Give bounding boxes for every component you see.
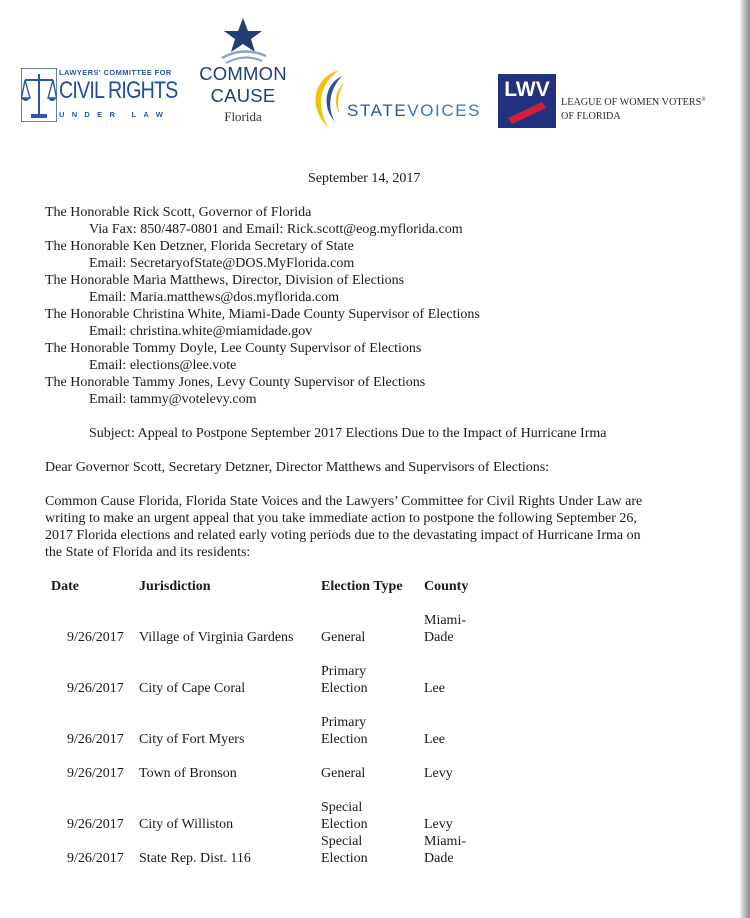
cell-county: Levy xyxy=(424,817,453,832)
body-line: 2017 Florida elections and related early voting periods due to the devastating impact of Hurricane Irma on xyxy=(45,528,641,543)
cell-county: Lee xyxy=(424,681,445,696)
cell-date: 9/26/2017 xyxy=(67,851,124,866)
lc-logo-line1: LAWYERS' COMMITTEE FOR xyxy=(59,68,172,77)
header-logos xyxy=(0,0,750,140)
cell-jurisdiction: State Rep. Dist. 116 xyxy=(139,851,251,866)
recipient-contact: Email: Maria.matthews@dos.myflorida.com xyxy=(89,290,340,305)
table-header-jurisdiction: Jurisdiction xyxy=(139,579,211,594)
recipient-contact: Email: christina.white@miamidade.gov xyxy=(89,324,313,339)
cell-election-type: Election xyxy=(321,732,368,747)
state-voices-wordmark xyxy=(347,101,481,121)
recipient-contact: Email: SecretaryofState@DOS.MyFlorida.com xyxy=(89,256,355,271)
cell-election-type: General xyxy=(321,766,366,781)
cell-election-type: Special xyxy=(321,800,363,815)
lwv-registered-mark: ® xyxy=(701,97,706,103)
cell-election-type: Primary xyxy=(321,664,367,679)
cell-date: 9/26/2017 xyxy=(67,630,124,645)
letter-salutation: Dear Governor Scott, Secretary Detzner, Director Matthews and Supervisors of Elections: xyxy=(45,460,550,475)
cell-county: Miami- xyxy=(424,613,466,628)
lc-logo-line2: CIVIL RIGHTS xyxy=(59,77,178,104)
cell-election-type: Special xyxy=(321,834,363,849)
recipient-contact: Email: elections@lee.vote xyxy=(89,358,237,373)
cell-election-type: Primary xyxy=(321,715,367,730)
recipient-name: The Honorable Ken Detzner, Florida Secretary of State xyxy=(45,239,354,254)
cell-election-type: Election xyxy=(321,681,368,696)
cc-logo-line3: Florida xyxy=(224,109,262,124)
cell-jurisdiction: City of Williston xyxy=(139,817,234,832)
lwv-logo-line2: OF FLORIDA xyxy=(561,111,621,122)
cc-logo-line1: COMMON xyxy=(199,63,287,84)
recipient-name: The Honorable Tommy Doyle, Lee County Supervisor of Elections xyxy=(45,341,422,356)
table-header-date: Date xyxy=(51,579,79,594)
cell-date: 9/26/2017 xyxy=(67,817,124,832)
lwv-mark-text: LWV xyxy=(504,78,550,101)
recipient-name: The Honorable Maria Matthews, Director, Division of Elections xyxy=(45,273,405,288)
letter-subject: Subject: Appeal to Postpone September 2017 Elections Due to the Impact of Hurricane Irma xyxy=(89,426,607,441)
cell-county: Miami- xyxy=(424,834,466,849)
cell-county: Levy xyxy=(424,766,453,781)
state-voices-logo xyxy=(309,68,491,130)
common-cause-logo xyxy=(194,18,294,130)
table-header-county: County xyxy=(424,579,469,594)
cell-date: 9/26/2017 xyxy=(67,766,124,781)
cell-county: Dade xyxy=(424,630,454,645)
cell-date: 9/26/2017 xyxy=(67,732,124,747)
lawyers-committee-logo xyxy=(21,68,181,124)
cell-election-type: Election xyxy=(321,817,368,832)
cell-jurisdiction: Town of Bronson xyxy=(139,766,237,781)
table-header-election-type: Election Type xyxy=(321,579,403,594)
league-of-women-voters-logo xyxy=(498,74,733,134)
lwv-name-text: LEAGUE OF WOMEN VOTERS xyxy=(561,97,702,108)
cell-election-type: General xyxy=(321,630,366,645)
lwv-mark-icon xyxy=(498,74,556,128)
body-line: the State of Florida and its residents: xyxy=(45,545,251,560)
sv-wordmark-voices: VOICES xyxy=(407,101,482,120)
lwv-logo-line1 xyxy=(561,97,706,108)
recipient-contact: Email: tammy@votelevy.com xyxy=(89,392,257,407)
swoosh-icon xyxy=(309,68,347,130)
body-line: writing to make an urgent appeal that you take immediate action to postpone the following September 26, xyxy=(45,511,637,526)
cell-jurisdiction: Village of Virginia Gardens xyxy=(139,630,294,645)
recipient-contact: Via Fax: 850/487-0801 and Email: Rick.scott@eog.myflorida.com xyxy=(89,222,463,237)
cell-jurisdiction: City of Fort Myers xyxy=(139,732,245,747)
cell-election-type: Election xyxy=(321,851,368,866)
scales-of-justice-icon xyxy=(21,68,57,122)
lc-logo-line3: UNDER LAW xyxy=(59,110,171,119)
recipient-name: The Honorable Tammy Jones, Levy County Supervisor of Elections xyxy=(45,375,426,390)
cell-date: 9/26/2017 xyxy=(67,681,124,696)
cell-county: Dade xyxy=(424,851,454,866)
recipient-name: The Honorable Rick Scott, Governor of Florida xyxy=(45,205,312,220)
cell-jurisdiction: City of Cape Coral xyxy=(139,681,246,696)
recipient-name: The Honorable Christina White, Miami-Dade County Supervisor of Elections xyxy=(45,307,480,322)
cc-logo-line2: CAUSE xyxy=(210,85,276,106)
cell-county: Lee xyxy=(424,732,445,747)
body-line: Common Cause Florida, Florida State Voices and the Lawyers’ Committee for Civil Rights Under Law are xyxy=(45,494,643,509)
letter-date: September 14, 2017 xyxy=(308,171,421,186)
star-icon xyxy=(194,18,292,64)
sv-wordmark-state: STATE xyxy=(347,101,408,120)
